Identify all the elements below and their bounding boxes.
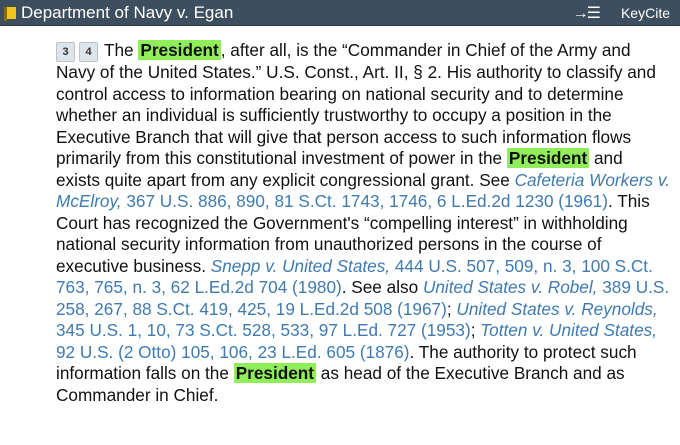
- headnote-number-4[interactable]: 4: [79, 42, 98, 62]
- document-header: [0, 0, 680, 26]
- citation-case-name[interactable]: United States v. Reynolds,: [456, 298, 658, 319]
- citation-reference[interactable]: 444 U.S. 507, 509, n. 3, 100 S.Ct. 763, 765, n. 3, 62 L.Ed.2d 704 (1980): [56, 255, 653, 297]
- text-segment: The: [104, 40, 139, 60]
- citation-case-name[interactable]: Totten v. United States,: [480, 320, 658, 340]
- citation-reference[interactable]: 389 U.S. 258, 267, 88 S.Ct. 419, 425, 19 L.Ed.2d 508 (1967): [56, 277, 670, 319]
- text-segment: as head of the Executive Branch and as Commander in Chief.: [56, 363, 625, 405]
- search-term-highlight: President: [235, 363, 315, 383]
- citation-reference[interactable]: 345 U.S. 1, 10, 73 S.Ct. 528, 533, 97 L.Ed. 727 (1953): [56, 320, 471, 340]
- text-segment: ;: [470, 320, 481, 340]
- text-segment: . This Court has recognized the Government's “compelling interest” in withholding national security information from unauthorized persons in the course of executive business.: [56, 191, 650, 276]
- keycite-flag-icon[interactable]: [4, 7, 16, 19]
- document-title: Department of Navy v. Egan: [21, 2, 234, 22]
- headnote-number-3[interactable]: 3: [56, 42, 75, 62]
- text-segment: . The authority to protect such information falls on the: [56, 341, 637, 383]
- expand-list-icon[interactable]: →☰: [572, 4, 599, 22]
- citation-case-name[interactable]: Snepp v. United States,: [210, 255, 391, 276]
- text-segment: , after all, is the “Commander in Chief of the Army and Navy of the United States.” U.S. Const., Art. II, § 2. His authority to classify and control access to information bearing on national security and to determine whether an individual is sufficiently trustworthy to occupy a position in the Executive Branch that will give that person access to such information flows primarily from this constitutional investment of power in the: [56, 40, 656, 168]
- search-term-highlight: President: [508, 148, 588, 168]
- citation-reference[interactable]: 367 U.S. 886, 890, 81 S.Ct. 1743, 1746, 6 L.Ed.2d 1230 (1961): [121, 191, 608, 211]
- citation-case-name[interactable]: United States v. Robel,: [422, 277, 598, 297]
- header-controls: [573, 3, 670, 23]
- text-segment: . See also: [341, 277, 423, 297]
- paragraph-numbers: [56, 42, 98, 62]
- opinion-paragraph: [56, 40, 670, 406]
- citation-reference[interactable]: 92 U.S. (2 Otto) 105, 106, 23 L.Ed. 605 (1876): [56, 341, 410, 362]
- citation-case-name[interactable]: Cafeteria Workers v. McElroy,: [56, 169, 670, 211]
- search-term-highlight: President: [140, 40, 219, 60]
- text-segment: ;: [446, 298, 457, 319]
- text-segment: and exists quite apart from any explicit congressional grant. See: [56, 148, 623, 190]
- keycite-button[interactable]: KeyCite: [620, 4, 670, 21]
